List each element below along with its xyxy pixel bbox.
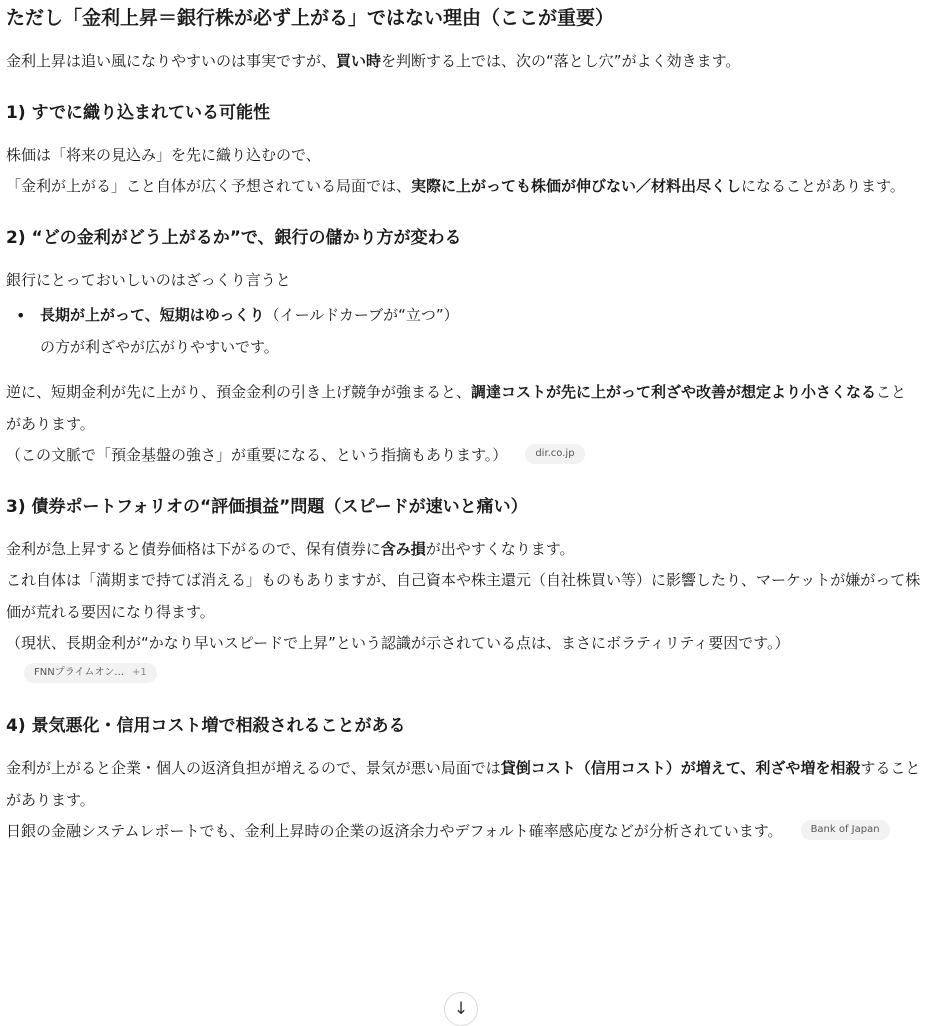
message-content: [6, 0, 921, 848]
section-3-bold: 含み損: [380, 539, 426, 558]
intro-text: 金利上昇は追い風になりやすいのは事実ですが、: [6, 52, 337, 70]
source-chip-fnn[interactable]: [24, 663, 157, 683]
section-2-intro: 銀行にとっておいしいのはざっくり言うと: [6, 270, 291, 289]
source-chip-dir[interactable]: [525, 444, 584, 464]
section-2-paragraph: [6, 377, 921, 472]
section-1-text-2: になることがあります。: [741, 177, 905, 195]
source-chip-boj[interactable]: [801, 820, 890, 840]
section-4-text-3: 日銀の金融システムレポートでも、金利上昇時の企業の返済余力やデフォルト確率感応度などが分析されています。: [6, 822, 783, 840]
source-chip-label: Bank of Japan: [810, 823, 880, 835]
intro-paragraph: [6, 46, 921, 78]
intro-bold: 買い時: [336, 52, 382, 70]
section-2-bold: 調達コストが先に上がって利ざや改善が想定より小さくなる: [471, 383, 877, 401]
section-2-text-2: ことがあります。: [6, 383, 907, 433]
arrow-down-icon: ↓: [453, 998, 469, 1019]
section-2-note: （この文脈で「預金基盤の強さ」が重要になる、という指摘もあります。）: [6, 446, 508, 464]
list-item-text-2: の方が利ざやが広がりやすいです。: [40, 337, 279, 356]
section-3-heading: 3) 債券ポートフォリオの“評価損益”問題（スピードが速いと痛い）: [6, 496, 528, 517]
section-4-text-2: することがあります。: [6, 759, 921, 809]
scroll-down-button[interactable]: [444, 992, 478, 1026]
section-1-bold: 実際に上がっても株価が伸びない／材料出尽くし: [411, 177, 742, 195]
section-1-line-1: 株価は「将来の見込み」を先に織り込むので、: [6, 145, 321, 164]
main-heading: ただし「金利上昇＝銀行株が必ず上がる」ではない理由（ここが重要）: [6, 7, 615, 29]
section-3-note: （現状、長期金利が“かなり早いスピードで上昇”という認識が示されている点は、まさにボラティリティ要因です。）: [6, 634, 790, 652]
section-2-list: [6, 300, 921, 363]
section-3-text-2: が出やすくなります。: [425, 539, 575, 558]
section-1-text: 「金利が上がる」こと自体が広く予想されている局面では、: [6, 177, 412, 195]
section-1-heading: 1) すでに織り込まれている可能性: [6, 102, 271, 123]
source-chip-label: FNNプライムオン...: [34, 667, 124, 678]
section-4-paragraph: [6, 753, 921, 848]
section-4-text: 金利が上がると企業・個人の返済負担が増えるので、景気が悪い局面では: [6, 759, 501, 777]
section-3-paragraph: [6, 534, 921, 692]
source-chip-label: dir.co.jp: [535, 447, 575, 459]
section-1-paragraph: [6, 140, 921, 203]
section-2-heading: 2) “どの金利がどう上がるか”で、銀行の儲かり方が変わる: [6, 227, 462, 248]
source-chip-count: +1: [131, 667, 147, 678]
section-2-text: 逆に、短期金利が先に上がり、預金金利の引き上げ競争が強まると、: [6, 383, 472, 401]
list-item-text: （イールドカーブが“立つ”）: [264, 306, 459, 324]
list-item-bold: 長期が上がって、短期はゆっくり: [40, 306, 265, 324]
section-4-heading: 4) 景気悪化・信用コスト増で相殺されることがある: [6, 716, 406, 736]
section-3-text: 金利が急上昇すると債券価格は下がるので、保有債券に: [6, 539, 381, 558]
intro-text-2: を判断する上では、次の“落とし穴”がよく効きます。: [381, 52, 741, 70]
section-4-bold: 貸倒コスト（信用コスト）が増えて、利ざや増を相殺: [500, 759, 861, 777]
section-3-text-3: これ自体は「満期まで持てば消える」ものもありますが、自己資本や株主還元（自社株買い等）に影響したり、マーケットが嫌がって株価が荒れる要因になり得ます。: [6, 571, 921, 621]
list-item: [6, 300, 921, 363]
